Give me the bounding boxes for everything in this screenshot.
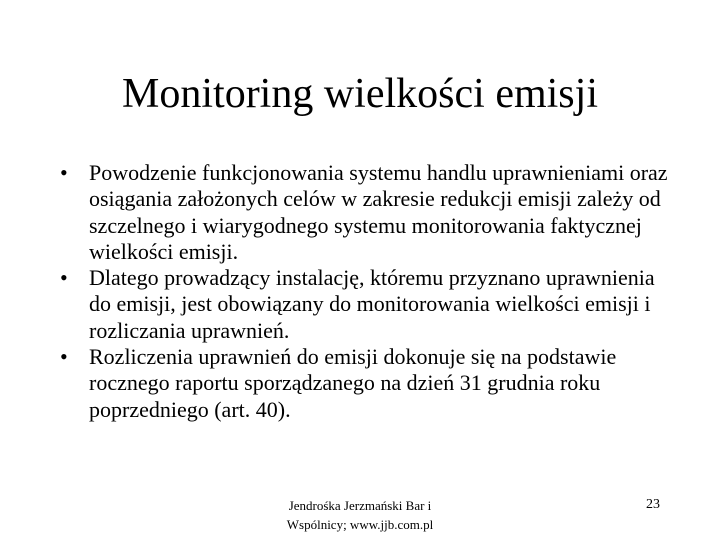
bullet-icon: • bbox=[60, 265, 68, 291]
footer-source bbox=[270, 496, 450, 534]
bullet-list bbox=[60, 160, 680, 423]
footer-source-line: Jendrośka Jerzmański Bar i bbox=[288, 498, 432, 513]
slide-title: Monitoring wielkości emisji bbox=[122, 71, 598, 117]
bullet-text: Dlatego prowadzący instalację, któremu przyznano uprawnienia do emisji, jest obowiązany do monitorowania wielkości emisji i rozliczania uprawnień. bbox=[89, 265, 655, 343]
bullet-icon: • bbox=[60, 160, 68, 185]
bullet-item bbox=[60, 160, 680, 265]
bullet-item bbox=[60, 265, 680, 344]
bullet-icon: • bbox=[60, 344, 68, 370]
bullet-text: Rozliczenia uprawnień do emisji dokonuje się na podstawie rocznego raportu sporządzanego na dzień 31 grudnia roku poprzedniego (art. 40). bbox=[89, 344, 617, 422]
footer-source-line: Wspólnicy; www.jjb.com.pl bbox=[286, 517, 434, 532]
slide-number: 23 bbox=[646, 497, 660, 512]
bullet-item bbox=[60, 344, 680, 423]
bullet-text: Powodzenie funkcjonowania systemu handlu uprawnieniami oraz osiągania założonych celów w zakresie redukcji emisji zależy od szczelnego i wiarygodnego systemu monitorowania faktycznej wielkości emisji. bbox=[89, 160, 668, 264]
